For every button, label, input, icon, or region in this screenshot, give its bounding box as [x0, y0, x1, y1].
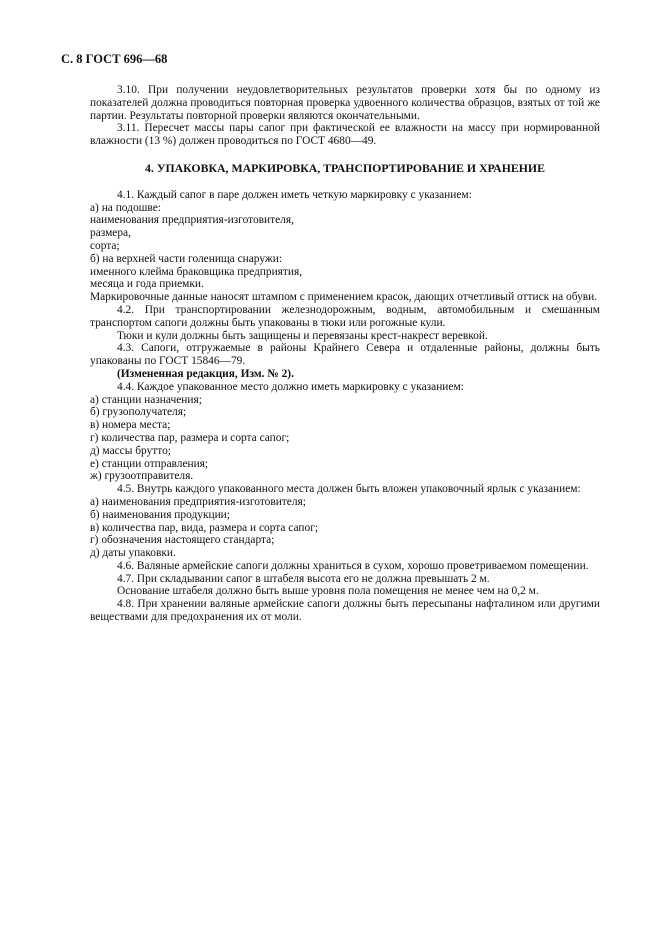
list-item: б) наименования продукции;: [90, 508, 230, 521]
list-item: месяца и года приемки.: [90, 278, 204, 291]
document-body: [90, 84, 600, 624]
list-item: б) на верхней части голенища снаружи:: [90, 252, 283, 265]
list-item: размера,: [90, 227, 131, 240]
paragraph-4-1: 4.1. Каждый сапог в паре должен иметь четкую маркировку с указанием:: [117, 188, 472, 201]
list-item: г) количества пар, размера и сорта сапог;: [90, 431, 290, 444]
paragraph-3-11: 3.11. Пересчет массы пары сапог при фактической ее влажности на массу при нормированной влажности (13 %) должен проводиться по ГОСТ 4680—49.: [90, 122, 600, 148]
list-item: а) станции назначения;: [90, 393, 202, 406]
paragraph-4-5: 4.5. Внутрь каждого упакованного места должен быть вложен упаковочный ярлык с указанием:: [117, 483, 581, 496]
section-heading: 4. УПАКОВКА, МАРКИРОВКА, ТРАНСПОРТИРОВАНИЕ И ХРАНЕНИЕ: [145, 160, 545, 175]
list-item: г) обозначения настоящего стандарта;: [90, 534, 275, 547]
paragraph-4-2: 4.2. При транспортировании железнодорожным, водным, автомобильным и смешанным транспортом сапоги должны быть упакованы в тюки или рогожные кули.: [90, 303, 600, 329]
paragraph-4-7: 4.7. При складывании сапог в штабеля высота его не должна превышать 2 м.: [117, 572, 490, 585]
paragraph-4-1-note: Маркировочные данные наносят штампом с применением красок, дающих отчетливый оттиск на обуви.: [90, 291, 598, 304]
list-item: в) количества пар, вида, размера и сорта сапог;: [90, 521, 319, 534]
list-item: ж) грузоотправителя.: [90, 470, 194, 483]
list-item: д) даты упаковки.: [90, 547, 176, 560]
paragraph-4-6: 4.6. Валяные армейские сапоги должны храниться в сухом, хорошо проветриваемом помещении.: [117, 559, 589, 572]
paragraph-4-7-note: Основание штабеля должно быть выше уровня пола помещения не менее чем на 0,2 м.: [117, 585, 539, 598]
list-item: а) наименования предприятия-изготовителя;: [90, 495, 306, 508]
list-item: сорта;: [90, 239, 120, 252]
list-item: наименования предприятия-изготовителя,: [90, 214, 294, 227]
paragraph-4-2-note: Тюки и кули должны быть защищены и перевязаны крест-накрест веревкой.: [117, 329, 488, 342]
list-item: именного клейма браковщика предприятия,: [90, 265, 303, 278]
amendment-note: (Измененная редакция, Изм. № 2).: [117, 367, 294, 380]
paragraph-3-10: 3.10. При получении неудовлетворительных результатов проверки хотя бы по одному из показателей должна проводиться повторная проверка удвоенного количества образцов, взятых от той же партии. Результаты повторной проверки являются окончательными.: [90, 84, 600, 122]
list-item: д) массы брутто;: [90, 444, 171, 457]
paragraph-4-4: 4.4. Каждое упакованное место должно иметь маркировку с указанием:: [117, 380, 464, 393]
list-item: в) номера места;: [90, 419, 171, 432]
paragraph-4-8: 4.8. При хранении валяные армейские сапоги должны быть пересыпаны нафталином или другими веществами для предохранения их от моли.: [90, 598, 600, 624]
list-item: а) на подошве:: [90, 201, 161, 214]
paragraph-4-3: 4.3. Сапоги, отгружаемые в районы Крайнего Севера и отдаленные районы, должны быть упакованы по ГОСТ 15846—79.: [90, 342, 600, 368]
list-item: б) грузополучателя;: [90, 406, 187, 419]
page-header: С. 8 ГОСТ 696—68: [61, 52, 168, 66]
list-item: е) станции отправления;: [90, 457, 209, 470]
